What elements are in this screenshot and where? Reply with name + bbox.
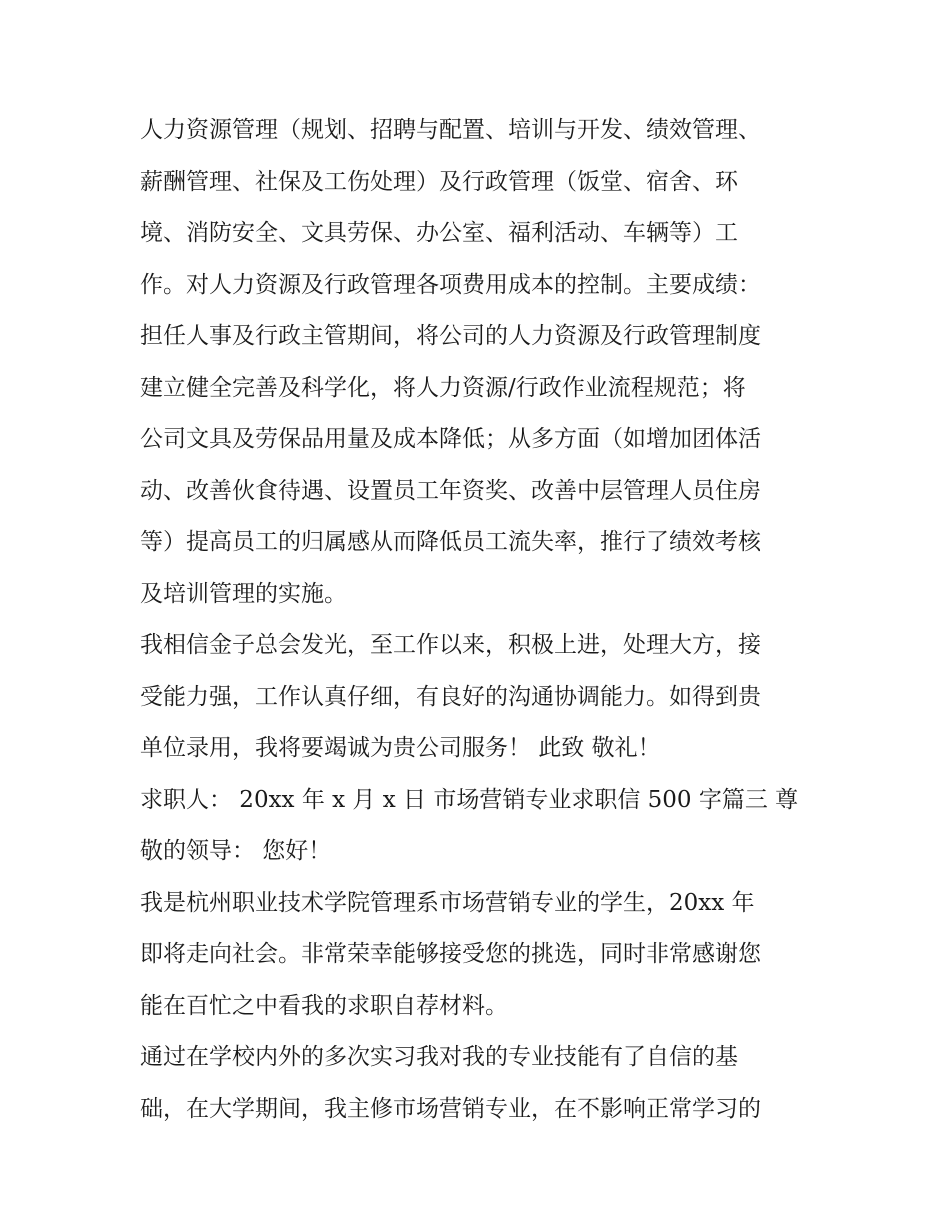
text-line: 薪酬管理、社保及工伤处理）及行政管理（饭堂、宿舍、环 xyxy=(140,168,738,195)
text-line: 受能力强，工作认真仔细，有良好的沟通协调能力。如得到贵 xyxy=(140,683,761,710)
text-line: 公司文具及劳保品用量及成本降低；从多方面（如增加团体活 xyxy=(140,426,761,452)
text-line: 即将走向社会。非常荣幸能够接受您的挑选，同时非常感谢您 xyxy=(140,941,761,967)
text-line: 通过在学校内外的多次实习我对我的专业技能有了自信的基 xyxy=(140,1044,738,1070)
text-line: 能在百忙之中看我的求职自荐材料。 xyxy=(140,992,508,1019)
text-line: 作。对人力资源及行政管理各项费用成本的控制。主要成绩： xyxy=(140,271,761,298)
text-line: 我相信金子总会发光，至工作以来，积极上进，处理大方，接 xyxy=(140,632,761,658)
text-line: 人力资源管理（规划、招聘与配置、培训与开发、绩效管理、 xyxy=(140,117,761,143)
text-line: 等）提高员工的归属感从而降低员工流失率，推行了绩效考核 xyxy=(140,529,761,555)
document-body xyxy=(140,105,820,1135)
text-line: 境、消防安全、文具劳保、办公室、福利活动、车辆等）工 xyxy=(140,220,738,246)
text-line: 及培训管理的实施。 xyxy=(140,580,347,607)
text-line: 建立健全完善及科学化，将人力资源/行政作业流程规范；将 xyxy=(140,374,746,401)
text-line: 担任人事及行政主管期间，将公司的人力资源及行政管理制度 xyxy=(140,323,761,349)
text-line: 础，在大学期间，我主修市场营销专业，在不影响正常学习的 xyxy=(140,1095,761,1122)
text-line: 我是杭州职业技术学院管理系市场营销专业的学生，20xx 年 xyxy=(140,889,755,916)
text-line: 动、改善伙食待遇、设置员工年资奖、改善中层管理人员住房 xyxy=(140,477,761,504)
text-line: 求职人： 20xx 年 x 月 x 日 市场营销专业求职信 500 字篇三 尊 xyxy=(140,786,799,813)
text-line: 单位录用，我将要竭诚为贵公司服务！ 此致 敬礼！ xyxy=(140,735,661,761)
text-line: 敬的领导： 您好！ xyxy=(140,838,332,864)
